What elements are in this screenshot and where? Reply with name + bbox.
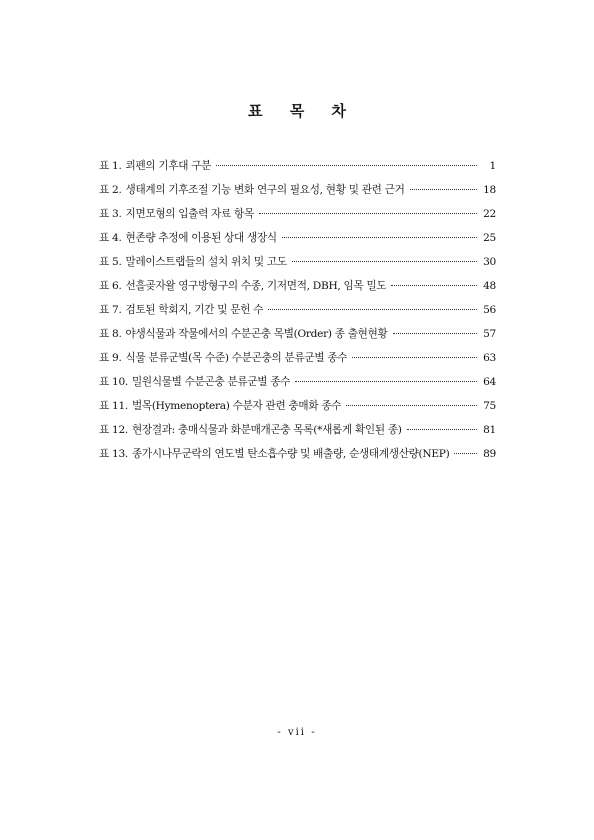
dot-leader [216,165,477,166]
toc-entry[interactable] [99,350,496,374]
dot-leader [268,309,477,310]
toc-entry-page: 18 [483,184,496,196]
dot-leader [454,453,477,454]
toc-entry[interactable] [99,206,496,230]
toc-entry-label: 표 9. [99,352,122,364]
toc-entry-title: 말레이스트랩들의 설치 위치 및 고도 [125,256,287,268]
toc-entry-page: 75 [483,400,496,412]
toc-entry-label: 표 12. [99,424,128,436]
toc-entry[interactable] [99,398,496,422]
toc-entry-label: 표 10. [99,376,128,388]
toc-entry-title: 종가시나무군락의 연도별 탄소흡수량 및 배출량, 순생태계생산량(NEP) [131,448,450,460]
toc-entry-title: 식물 분류군별(목 수준) 수분곤충의 분류군별 종수 [125,352,348,364]
toc-entry-page: 48 [483,280,496,292]
toc-entry-label: 표 2. [99,184,122,196]
toc-entry-page: 56 [483,304,496,316]
toc-entry-label: 표 8. [99,328,122,340]
toc-entry[interactable] [99,446,496,470]
toc-entry[interactable] [99,422,496,446]
toc-entry-page: 57 [483,328,496,340]
toc-entry-page: 63 [483,352,496,364]
toc-entry-title: 지면모형의 입출력 자료 항목 [125,208,254,220]
toc-entry-title: 쾨펜의 기후대 구분 [125,160,212,172]
toc-entry-label: 표 11. [99,400,128,412]
toc-entry-label: 표 3. [99,208,122,220]
dot-leader [407,429,477,430]
toc-entry-page: 1 [489,160,496,172]
toc-entry[interactable] [99,326,496,350]
toc-entry-label: 표 4. [99,232,122,244]
dot-leader [346,405,477,406]
toc-entry[interactable] [99,254,496,278]
table-of-contents [99,158,496,470]
dot-leader [295,381,477,382]
toc-entry-title: 야생식물과 작물에서의 수분곤충 목별(Order) 종 출현현황 [125,328,388,340]
dot-leader [391,285,477,286]
toc-entry-title: 벌목(Hymenoptera) 수분자 관련 충매화 종수 [131,400,342,412]
toc-entry-label: 표 7. [99,304,122,316]
toc-entry-title: 밀원식물별 수분곤충 분류군별 종수 [131,376,291,388]
toc-entry[interactable] [99,302,496,326]
dot-leader [292,261,477,262]
dot-leader [352,357,477,358]
dot-leader [259,213,477,214]
toc-entry-page: 89 [483,448,496,460]
toc-entry-page: 64 [483,376,496,388]
toc-entry-title: 검토된 학회지, 기간 및 문헌 수 [125,304,264,316]
dot-leader [410,189,477,190]
toc-entry[interactable] [99,230,496,254]
toc-entry[interactable] [99,374,496,398]
toc-entry-page: 81 [483,424,496,436]
page-number-footer: - vii - [277,727,317,738]
dot-leader [282,237,477,238]
toc-entry-label: 표 1. [99,160,122,172]
toc-entry[interactable] [99,182,496,206]
page-title: 표 목 차 [248,102,357,120]
toc-entry-title: 현존량 추정에 이용된 상대 생장식 [125,232,277,244]
toc-entry-page: 30 [483,256,496,268]
toc-entry-label: 표 13. [99,448,128,460]
dot-leader [393,333,478,334]
toc-entry-label: 표 5. [99,256,122,268]
toc-entry-label: 표 6. [99,280,122,292]
toc-entry-page: 25 [483,232,496,244]
toc-entry[interactable] [99,278,496,302]
toc-entry-title: 현장결과: 충매식물과 화분매개곤충 목록(*새롭게 확인된 종) [131,424,402,436]
toc-entry[interactable] [99,158,496,182]
toc-entry-title: 선흘곶자왈 영구방형구의 수종, 기저면적, DBH, 임목 밀도 [125,280,387,292]
toc-entry-title: 생태계의 기후조절 기능 변화 연구의 필요성, 현황 및 관련 근거 [125,184,405,196]
toc-entry-page: 22 [483,208,496,220]
